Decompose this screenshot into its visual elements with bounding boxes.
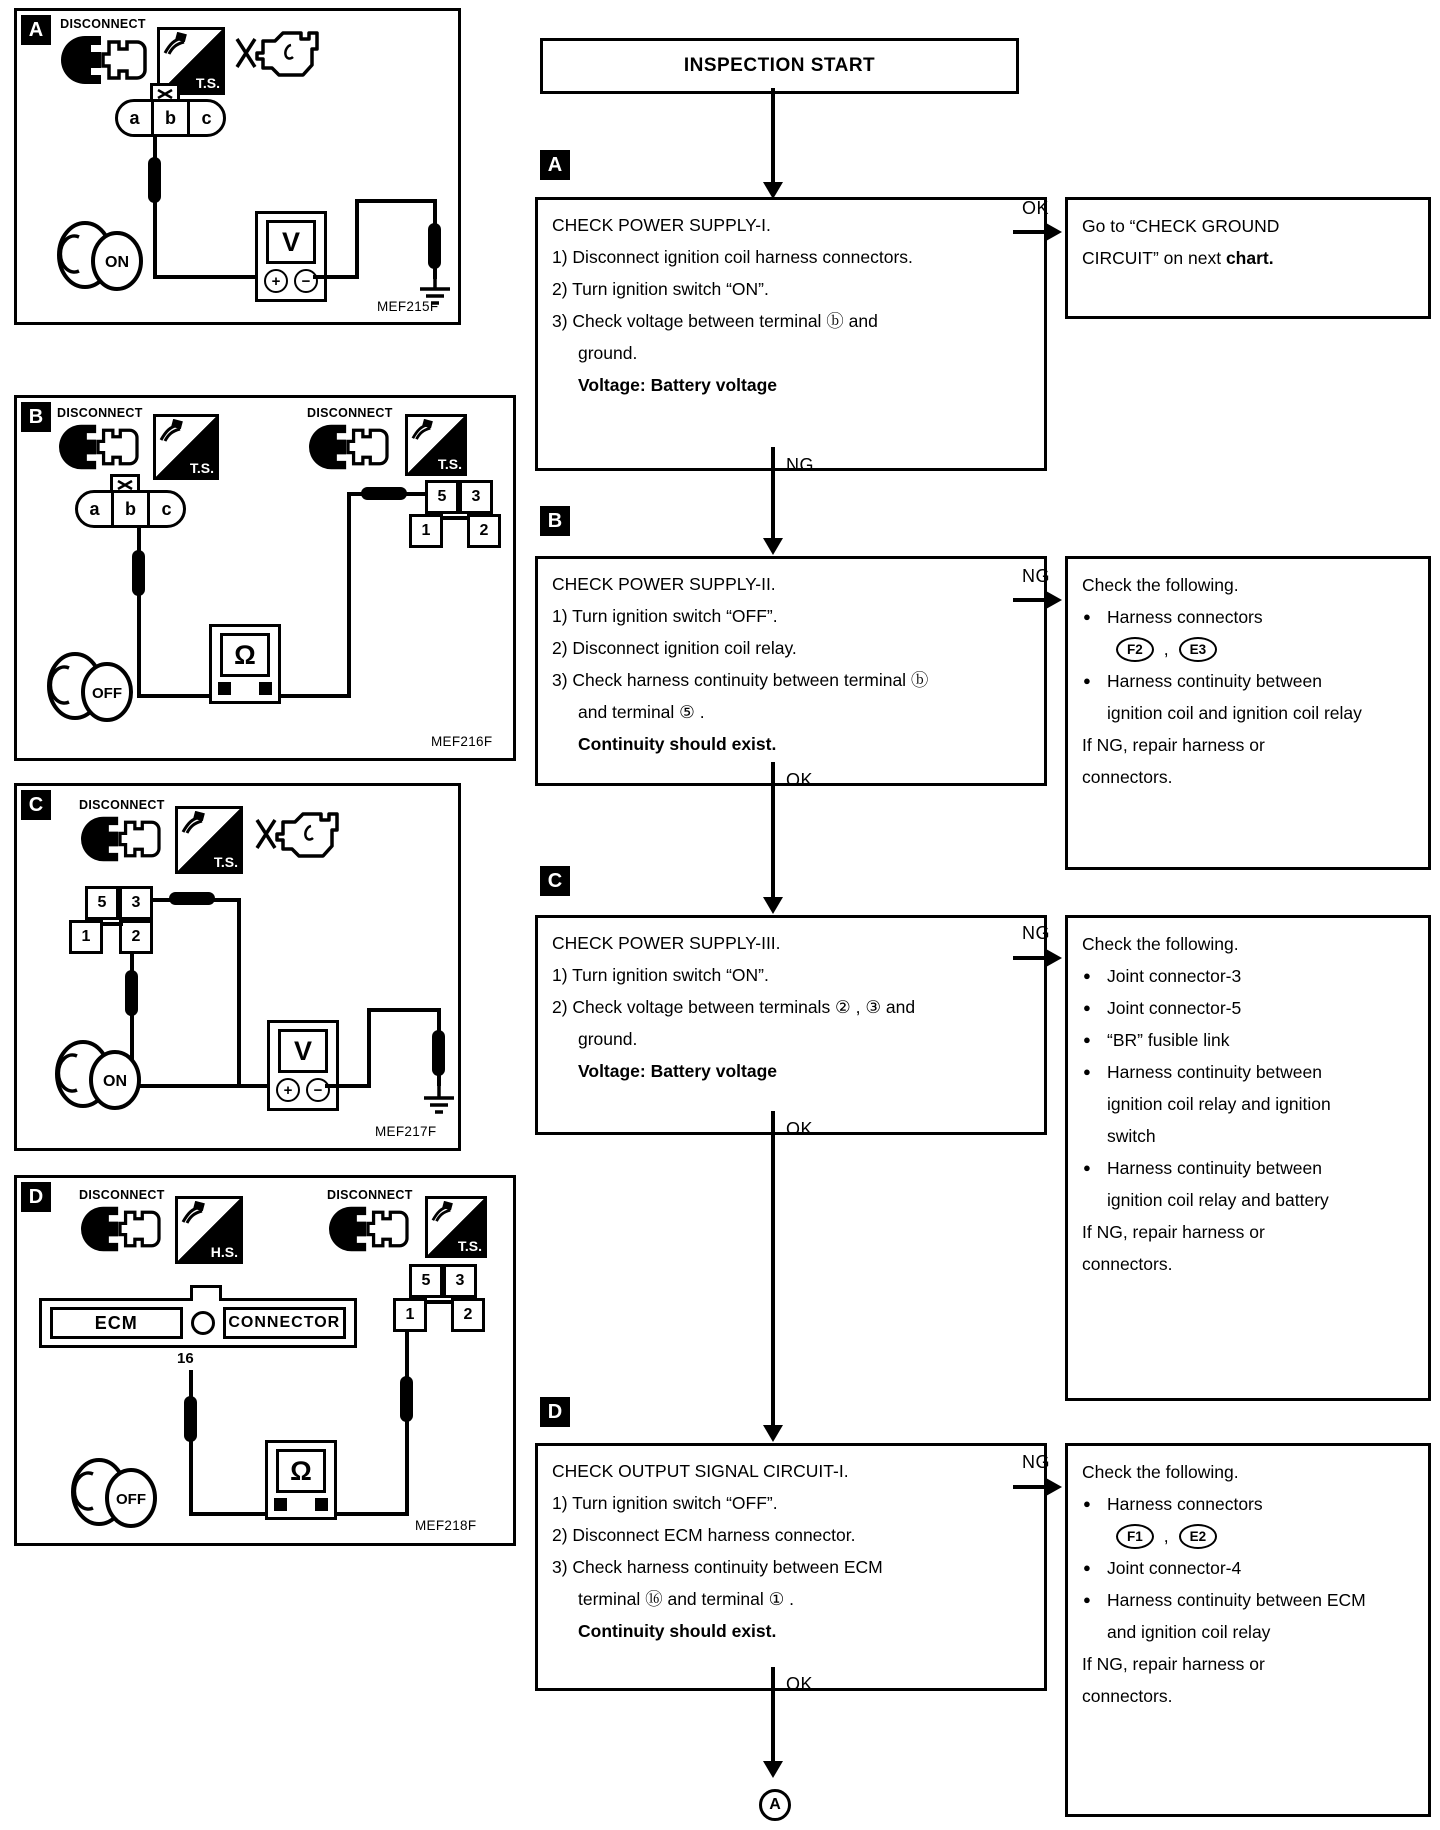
- probe-tool-icon: [162, 32, 188, 56]
- high-speed-tool-box: [175, 1196, 243, 1264]
- flow-arrow-line: [1013, 230, 1047, 234]
- engine-icon: [249, 804, 344, 866]
- relay-pin-5: [409, 1264, 443, 1298]
- key-position-label: ON: [103, 1073, 127, 1090]
- probe-terminal: [218, 682, 231, 695]
- disconnect-label: DISCONNECT: [327, 1188, 413, 1202]
- ohmmeter-display: Ω: [220, 633, 270, 677]
- relay-pin-3: [443, 1264, 477, 1298]
- relay-pin-2: [119, 920, 153, 954]
- wire: [355, 199, 437, 203]
- flow-result-b: [1065, 556, 1431, 870]
- arrow-down-icon: [763, 1425, 783, 1442]
- step-item: 2) Turn ignition switch “ON”.: [552, 279, 769, 299]
- voltmeter: [267, 1020, 339, 1111]
- flow-label-ok: OK: [786, 1119, 814, 1139]
- connector-refs: [1082, 1520, 1414, 1552]
- pin-number: 3: [131, 894, 141, 911]
- voltmeter-display: V: [266, 220, 316, 264]
- wire: [329, 1512, 409, 1516]
- flow-step-b: [535, 556, 1047, 786]
- ignition-key-icon: [45, 648, 137, 724]
- relay-pin-1: [393, 1298, 427, 1332]
- step-title: CHECK POWER SUPPLY-III.: [552, 933, 781, 953]
- arrow-down-icon: [763, 1761, 783, 1778]
- relay-pin-1: [69, 920, 103, 954]
- pin-b: b: [151, 102, 187, 134]
- wire-sleeve: [125, 970, 138, 1016]
- test-switch-box: [405, 414, 467, 476]
- relay-pin-3: [119, 886, 153, 920]
- voltmeter: [255, 211, 327, 302]
- step-title: CHECK POWER SUPPLY-I.: [552, 215, 771, 235]
- plus-terminal: +: [276, 1078, 300, 1102]
- wire: [137, 694, 213, 698]
- coil-harness-connector: [75, 490, 186, 528]
- result-bullet: ● Joint connector-4: [1082, 1552, 1369, 1584]
- wire: [367, 1008, 371, 1088]
- flow-arrow-line: [771, 447, 775, 539]
- result-footer: If NG, repair harness or connectors.: [1082, 1222, 1265, 1274]
- flow-arrow-line: [1013, 956, 1047, 960]
- connector-ref-f2: F2: [1116, 637, 1154, 662]
- arrow-right-icon: [1046, 223, 1062, 241]
- wire: [189, 1370, 193, 1516]
- disconnect-label: DISCONNECT: [79, 798, 165, 812]
- pin-number: 5: [97, 894, 107, 911]
- pin-b: b: [111, 493, 147, 525]
- pin-number: 2: [131, 928, 141, 945]
- flow-section-label-b: B: [540, 506, 570, 536]
- result-bullet: ● Harness continuity between ignition coil relay and battery: [1082, 1152, 1369, 1216]
- wire-sleeve: [184, 1396, 197, 1442]
- disconnect-symbol: [307, 406, 393, 473]
- pin-number: 1: [421, 522, 431, 539]
- pin-number: 5: [437, 488, 447, 505]
- wire-sleeve: [132, 550, 145, 596]
- coil-harness-connector: [115, 99, 226, 137]
- wire: [325, 1084, 371, 1088]
- pin-number: 1: [405, 1306, 415, 1323]
- figure-code: MEF215F: [377, 299, 439, 314]
- step-item: 3) Check harness continuity between terminal ⓑ and terminal ⑤ .: [552, 670, 929, 722]
- step-item: 3) Check voltage between terminal ⓑ and ground.: [552, 311, 878, 363]
- arrow-down-icon: [763, 538, 783, 555]
- probe-terminal: [259, 682, 272, 695]
- wire: [189, 1512, 269, 1516]
- diagram-panel-b: [14, 395, 516, 761]
- probe-tool-icon: [430, 1201, 454, 1223]
- step-expected-result: Continuity should exist.: [578, 1621, 777, 1641]
- relay-pin-3: [459, 480, 493, 514]
- disconnect-symbol: [79, 798, 165, 865]
- flow-step-c: [535, 915, 1047, 1135]
- branch-label-ng: NG: [1022, 1452, 1050, 1472]
- test-switch-box: [425, 1196, 487, 1258]
- connector-label: CONNECTOR: [223, 1307, 346, 1339]
- result-intro: Check the following.: [1082, 575, 1239, 595]
- relay-pin-link: [101, 922, 123, 926]
- tool-tag: T.S.: [213, 854, 238, 870]
- panel-label-b: B: [21, 402, 51, 432]
- flow-result-a: [1065, 197, 1431, 319]
- wire: [367, 1008, 441, 1012]
- diagram-panel-c: [14, 783, 461, 1151]
- wire-sleeve: [400, 1376, 413, 1422]
- step-item: 2) Check voltage between terminals ② , ③ and ground.: [552, 997, 916, 1049]
- flow-step-d: [535, 1443, 1047, 1691]
- ecm-connector-bar: [39, 1298, 357, 1348]
- result-bullet: ● Harness continuity between ignition coil and ignition coil relay: [1082, 665, 1369, 729]
- result-intro: Check the following.: [1082, 934, 1239, 954]
- ohmmeter: [209, 624, 281, 704]
- relay-pin-link: [425, 1300, 451, 1304]
- connector-plug-icon: [327, 1203, 409, 1255]
- wire-sleeve: [361, 487, 407, 500]
- flow-arrow-line: [1013, 598, 1047, 602]
- result-bullet: ● Harness connectors: [1082, 601, 1369, 633]
- arrow-right-icon: [1046, 949, 1062, 967]
- wire: [313, 275, 359, 279]
- connector-ref-e3: E3: [1179, 637, 1218, 662]
- connector-ref-e2: E2: [1179, 1524, 1218, 1549]
- probe-terminal: [315, 1498, 328, 1511]
- pin-number: 3: [471, 488, 481, 505]
- probe-tool-icon: [180, 1201, 206, 1225]
- separator: ,: [1163, 639, 1169, 659]
- key-position-label: OFF: [116, 1491, 146, 1508]
- result-bullet: ● Joint connector-3: [1082, 960, 1369, 992]
- probe-tool-icon: [410, 419, 434, 441]
- result-bullet: ● Harness continuity between ECM and ignition coil relay: [1082, 1584, 1369, 1648]
- relay-pin-link: [441, 516, 467, 520]
- panel-label-a: A: [21, 15, 51, 45]
- disconnect-label: DISCONNECT: [307, 406, 393, 420]
- step-expected-result: Continuity should exist.: [578, 734, 777, 754]
- relay-pin-2: [467, 514, 501, 548]
- key-position-label: ON: [105, 254, 129, 271]
- key-position-label: OFF: [92, 685, 122, 702]
- disconnect-label: DISCONNECT: [79, 1188, 165, 1202]
- result-footer: If NG, repair harness or connectors.: [1082, 735, 1265, 787]
- result-bullet: ● “BR” fusible link: [1082, 1024, 1369, 1056]
- wire: [347, 492, 351, 698]
- panel-label-d: D: [21, 1182, 51, 1212]
- result-bullet: ● Harness connectors: [1082, 1488, 1369, 1520]
- probe-tool-icon: [180, 811, 206, 835]
- ohmmeter: [265, 1440, 337, 1520]
- result-text: Go to “CHECK GROUND CIRCUIT” on next chart.: [1082, 216, 1280, 268]
- step-expected-result: Voltage: Battery voltage: [578, 1061, 778, 1081]
- separator: ,: [1163, 1526, 1169, 1546]
- flow-label-ok: OK: [786, 1674, 814, 1694]
- result-footer: If NG, repair harness or connectors.: [1082, 1654, 1265, 1706]
- wire: [405, 1330, 409, 1516]
- connector-bolt-icon: [191, 1311, 215, 1335]
- flow-arrow-line: [771, 1111, 775, 1426]
- step-item: 1) Turn ignition switch “ON”.: [552, 965, 769, 985]
- connector-plug-icon: [79, 1203, 161, 1255]
- ignition-key-icon: [69, 1454, 161, 1530]
- connector-plug-icon: [59, 32, 147, 88]
- disconnect-symbol: [79, 1188, 165, 1255]
- minus-terminal: −: [306, 1078, 330, 1102]
- flow-arrow-line: [771, 88, 775, 183]
- wire-sleeve: [148, 157, 161, 203]
- wire: [130, 1084, 280, 1088]
- branch-label-ng: NG: [1022, 923, 1050, 943]
- pin-c: c: [187, 102, 223, 134]
- disconnect-label: DISCONNECT: [60, 17, 146, 31]
- diagram-panel-a: [14, 8, 461, 325]
- relay-pin-5: [85, 886, 119, 920]
- disconnect-symbol: [57, 406, 143, 473]
- step-item: 2) Disconnect ECM harness connector.: [552, 1525, 856, 1545]
- connector-ref-f1: F1: [1116, 1524, 1154, 1549]
- figure-code: MEF216F: [431, 734, 493, 749]
- pin-number: 2: [479, 522, 489, 539]
- ecm-terminal-number: 16: [177, 1350, 194, 1367]
- pin-number: 1: [81, 928, 91, 945]
- arrow-right-icon: [1046, 1478, 1062, 1496]
- flow-arrow-line: [771, 1667, 775, 1762]
- flow-label-ok: OK: [786, 770, 814, 790]
- pin-number: 3: [455, 1272, 465, 1289]
- ignition-key-icon: [55, 217, 147, 293]
- flow-result-c: [1065, 915, 1431, 1401]
- flow-section-label-d: D: [540, 1397, 570, 1427]
- step-title: CHECK POWER SUPPLY-II.: [552, 574, 776, 594]
- pin-number: 2: [463, 1306, 473, 1323]
- branch-label-ok: OK: [1022, 198, 1050, 218]
- minus-terminal: −: [294, 269, 318, 293]
- probe-tool-icon: [158, 419, 184, 443]
- engine-icon: [229, 23, 324, 85]
- pin-c: c: [147, 493, 183, 525]
- step-item: 1) Turn ignition switch “OFF”.: [552, 606, 778, 626]
- figure-code: MEF218F: [415, 1518, 477, 1533]
- pin-number: 5: [421, 1272, 431, 1289]
- result-text-bold: chart.: [1225, 248, 1274, 268]
- step-title: CHECK OUTPUT SIGNAL CIRCUIT-I.: [552, 1461, 849, 1481]
- arrow-right-icon: [1046, 591, 1062, 609]
- ground-icon: [421, 1084, 457, 1120]
- step-item: 2) Disconnect ignition coil relay.: [552, 638, 797, 658]
- result-bullet: ● Harness continuity between ignition coil relay and ignition switch: [1082, 1056, 1369, 1152]
- tool-tag: T.S.: [457, 1238, 482, 1254]
- step-expected-result: Voltage: Battery voltage: [578, 375, 778, 395]
- flow-step-a: [535, 197, 1050, 471]
- step-item: 3) Check harness continuity between ECM terminal ⑯ and terminal ① .: [552, 1557, 883, 1609]
- wire: [237, 898, 241, 1088]
- flow-section-label-a: A: [540, 150, 570, 180]
- tool-tag: T.S.: [189, 460, 214, 476]
- result-bullet: ● Joint connector-5: [1082, 992, 1369, 1024]
- connector-refs: [1082, 633, 1414, 665]
- pin-a: a: [89, 498, 100, 519]
- flow-arrow-line: [771, 762, 775, 898]
- branch-label-ng: NG: [1022, 566, 1050, 586]
- flow-section-label-c: C: [540, 866, 570, 896]
- flow-label-ng: NG: [786, 455, 814, 475]
- probe-terminal: [274, 1498, 287, 1511]
- tool-tag: T.S.: [437, 456, 462, 472]
- voltmeter-display: V: [278, 1029, 328, 1073]
- panel-label-c: C: [21, 790, 51, 820]
- wire: [355, 199, 359, 279]
- connector-plug-icon: [79, 813, 161, 865]
- relay-pin-5: [425, 480, 459, 514]
- tool-tag: H.S.: [210, 1244, 238, 1260]
- flow-start-box: INSPECTION START: [540, 38, 1019, 94]
- wire-sleeve: [428, 223, 441, 269]
- test-switch-box: [175, 806, 243, 874]
- disconnect-symbol: [327, 1188, 413, 1255]
- connector-tab: [190, 1285, 222, 1301]
- ecm-label: ECM: [50, 1307, 183, 1339]
- disconnect-symbol: [59, 17, 147, 88]
- wire: [153, 275, 265, 279]
- tool-tag: T.S.: [195, 75, 220, 91]
- disconnect-label: DISCONNECT: [57, 406, 143, 420]
- plus-terminal: +: [264, 269, 288, 293]
- pin-a: a: [129, 107, 140, 128]
- arrow-down-icon: [763, 897, 783, 914]
- flow-result-d: [1065, 1443, 1431, 1817]
- ohmmeter-display: Ω: [276, 1449, 326, 1493]
- relay-pin-2: [451, 1298, 485, 1332]
- ignition-key-icon: [53, 1036, 145, 1112]
- test-switch-box: [153, 414, 219, 480]
- step-item: 1) Turn ignition switch “OFF”.: [552, 1493, 778, 1513]
- wire: [269, 694, 351, 698]
- connector-plug-icon: [57, 421, 139, 473]
- step-item: 1) Disconnect ignition coil harness connectors.: [552, 247, 913, 267]
- figure-code: MEF217F: [375, 1124, 437, 1139]
- diagram-panel-d: [14, 1175, 516, 1546]
- result-intro: Check the following.: [1082, 1462, 1239, 1482]
- connector-reference-a: A: [759, 1789, 791, 1821]
- relay-pin-1: [409, 514, 443, 548]
- flow-arrow-line: [1013, 1485, 1047, 1489]
- connector-plug-icon: [307, 421, 389, 473]
- wire-sleeve: [169, 892, 215, 905]
- wire-sleeve: [432, 1030, 445, 1076]
